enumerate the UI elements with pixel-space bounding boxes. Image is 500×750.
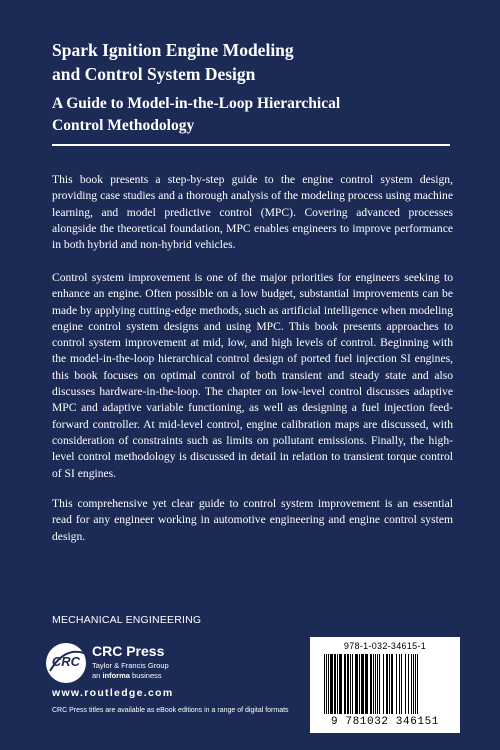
barcode-bar	[417, 654, 418, 714]
barcode-bar	[355, 654, 358, 714]
barcode-bar	[352, 654, 353, 714]
informa-prefix: an	[92, 671, 101, 680]
informa-line	[92, 671, 162, 680]
barcode-bar	[337, 654, 338, 714]
barcode-bar	[375, 654, 376, 714]
barcode-bar	[415, 654, 416, 714]
barcode-bar	[347, 654, 349, 714]
barcode-bars	[322, 654, 448, 716]
barcode-bar	[328, 654, 329, 714]
barcode-bar	[411, 654, 412, 714]
barcode-bar	[330, 654, 333, 714]
barcode-bar	[413, 654, 414, 714]
description-paragraph-1: This book presents a step-by-step guide to the engine control system design, providing case studies and a thorough analysis of the modeling process using machine learning, and model predictive control (MPC). Covering advanced processes alongside the theoretical foundation, MPC enables engineers to improve performance in both hybrid and non-hybrid vehicles.	[52, 173, 453, 252]
subject-category: MECHANICAL ENGINEERING	[52, 614, 202, 626]
book-title-line-1: Spark Ignition Engine Modeling	[52, 40, 294, 60]
barcode-digits: 9 781032 346151	[330, 716, 440, 728]
barcode-bar	[399, 654, 400, 714]
barcode-bar	[391, 654, 393, 714]
barcode-bar	[361, 654, 364, 714]
ebook-availability-note: CRC Press titles are available as eBook editions in a range of digital formats	[52, 707, 289, 714]
book-subtitle	[52, 93, 452, 137]
barcode-bar	[383, 654, 384, 714]
barcode-bar	[377, 654, 378, 714]
isbn-barcode	[310, 637, 460, 733]
barcode-bar	[344, 654, 346, 714]
book-subtitle-line-2: Control Methodology	[52, 117, 195, 134]
crc-logo-text: CRC	[51, 654, 81, 669]
barcode-bar	[389, 654, 390, 714]
barcode-bar	[386, 654, 388, 714]
barcode-bar	[370, 654, 372, 714]
logo-swoosh-icon	[44, 641, 88, 685]
isbn-label: 978-1-032-34615-1	[343, 641, 427, 651]
publisher-name: CRC Press	[92, 643, 165, 659]
title-divider	[52, 144, 450, 146]
description-paragraph-3: This comprehensive yet clear guide to control system improvement is an essential read for any engineer working in automotive engineering and engine control system design.	[52, 497, 453, 543]
barcode-bar	[373, 654, 374, 714]
barcode-bar	[365, 654, 368, 714]
book-subtitle-line-1: A Guide to Model-in-the-Loop Hierarchical	[52, 95, 341, 112]
barcode-bar	[326, 654, 327, 714]
barcode-bar	[396, 654, 397, 714]
publisher-website: www.routledge.com	[52, 687, 174, 699]
book-title	[52, 38, 452, 86]
barcode-bar	[339, 654, 342, 714]
barcode-bar	[401, 654, 402, 714]
barcode-bar	[324, 654, 325, 714]
barcode-bar	[350, 654, 351, 714]
book-title-line-2: and Control System Design	[52, 64, 256, 84]
publisher-group: Taylor & Francis Group	[92, 661, 169, 670]
barcode-bar	[408, 654, 409, 714]
description-paragraph-2: Control system improvement is one of the major priorities for engineers seeking to enhance an engine. Often possible on a low budget, substantial improvements can be made by applying cutting-edge methods, such as artificial intelligence when modeling engine control system designs and using MPC. This book presents approaches to control system improvement at mid, low, and high levels of control. Beginning with the model-in-the-loop hierarchical control design of ported fuel injection SI engines, this book focuses on optimal control of both transient and steady state and also discusses hardware-in-the-loop. The chapter on low-level control discusses adaptive MPC and adaptive variable functioning, as well as designing a fuel injection feed-forward controller. At mid-level control, engine calibration maps are discussed, with consideration of constraints such as limits on pollutant emissions. Finally, the high-level control methodology is discussed in detail in relation to transient torque control of SI engines.	[52, 271, 453, 480]
barcode-bar	[359, 654, 360, 714]
informa-name: informa	[102, 671, 130, 680]
barcode-bar	[405, 654, 406, 714]
barcode-bar	[334, 654, 336, 714]
barcode-bar	[379, 654, 380, 714]
informa-suffix: business	[132, 671, 162, 680]
